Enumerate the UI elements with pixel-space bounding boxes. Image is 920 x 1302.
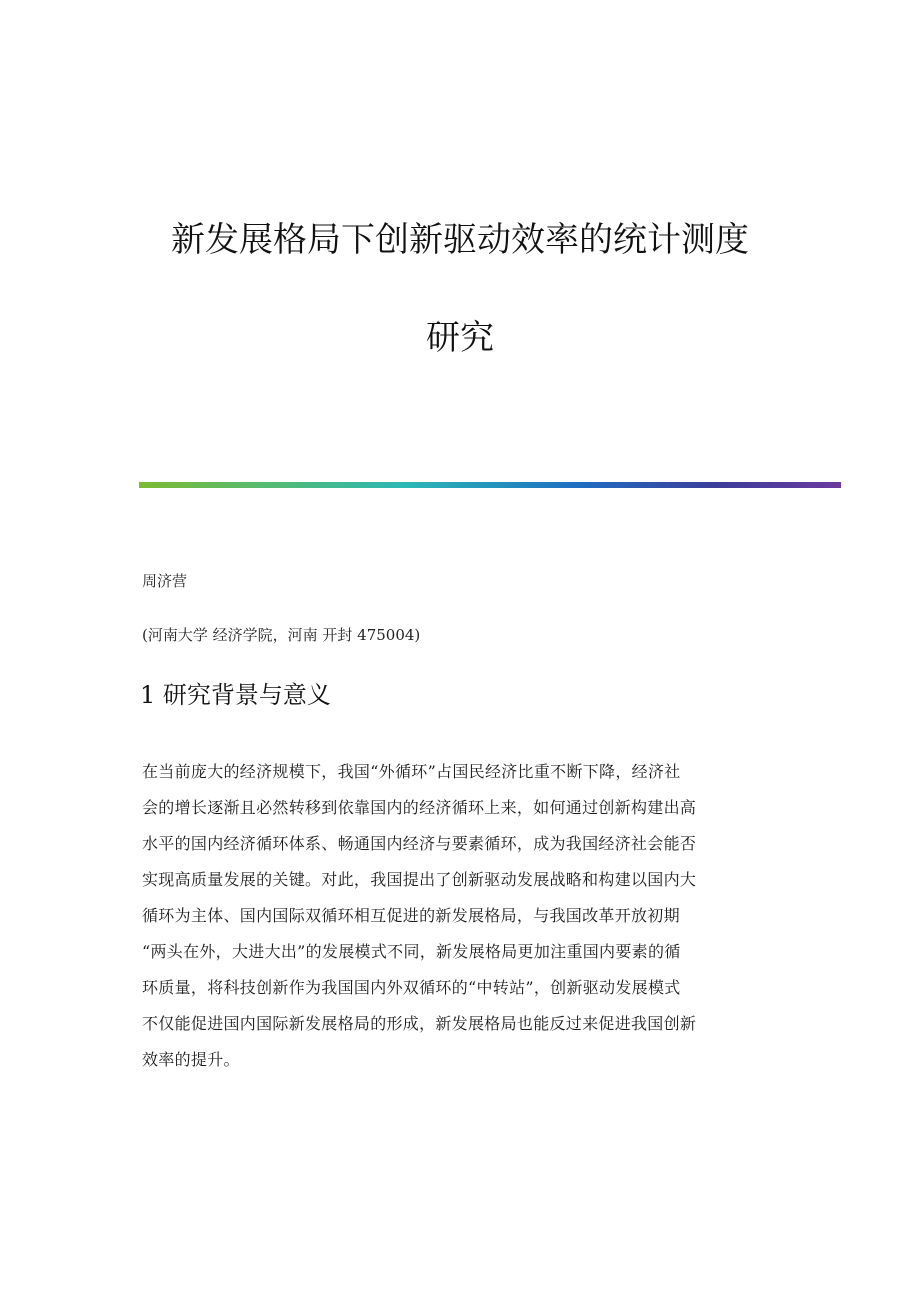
paragraph-line: 循环为主体、国内国际双循环相互促进的新发展格局，与我国改革开放初期 bbox=[142, 906, 680, 925]
title-line-2: 研究 bbox=[426, 318, 494, 358]
body-paragraph bbox=[142, 754, 772, 1078]
paragraph-line: “两头在外，大进大出”的发展模式不同，新发展格局更加注重国内要素的循 bbox=[142, 942, 681, 961]
paragraph-line: 水平的国内经济循环体系、畅通国内经济与要素循环，成为我国经济社会能否 bbox=[142, 834, 697, 853]
paragraph-line: 不仅能促进国内国际新发展格局的形成，新发展格局也能反过来促进我国创新 bbox=[142, 1014, 697, 1033]
gradient-divider bbox=[139, 482, 841, 488]
paragraph-line: 环质量，将科技创新作为我国国内外双循环的“中转站”，创新驱动发展模式 bbox=[142, 978, 681, 997]
paragraph-line: 效率的提升。 bbox=[142, 1050, 240, 1069]
section-heading: 1 研究背景与意义 bbox=[140, 681, 331, 709]
author-affiliation: (河南大学 经济学院，河南 开封 475004) bbox=[142, 626, 421, 644]
author-name: 周济营 bbox=[142, 572, 188, 590]
paragraph-line: 实现高质量发展的关键。对此，我国提出了创新驱动发展战略和构建以国内大 bbox=[142, 870, 697, 889]
paragraph-line: 在当前庞大的经济规模下，我国“外循环”占国民经济比重不断下降，经济社 bbox=[142, 762, 681, 781]
paragraph-line: 会的增长逐渐且必然转移到依靠国内的经济循环上来，如何通过创新构建出高 bbox=[142, 798, 697, 817]
title-line-1: 新发展格局下创新驱动效率的统计测度 bbox=[171, 220, 749, 260]
